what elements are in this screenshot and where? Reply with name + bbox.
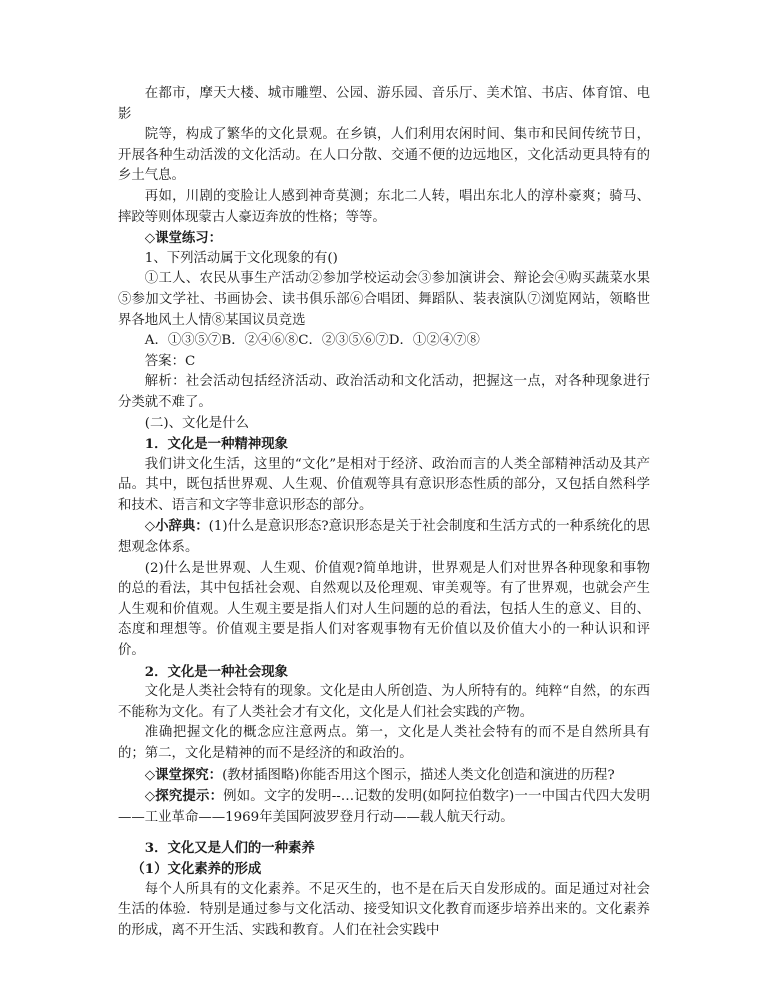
paragraph-city-landscape: 在都市，摩天大楼、城市雕塑、公园、游乐园、音乐厅、美术馆、书店、体育馆、电影 [118, 86, 650, 122]
subheading-spiritual-phenomenon: 1．文化是一种精神现象 [144, 436, 289, 453]
exercise-choices: A．①③⑤⑦B．②④⑥⑧C．②③⑤⑥⑦D．①②④⑦⑧ [144, 333, 480, 349]
section-heading-what-is-culture: (二)、文化是什么 [144, 415, 249, 431]
subheading-literacy-formation: （1）文化素养的形成 [131, 860, 262, 877]
exercise-question: 1、下列活动属于文化现象的有() [144, 250, 338, 266]
heading-class-exercise: ◇课堂练习： [144, 230, 223, 247]
inquiry-text: (教材插图略)你能否用这个图示，描述人类文化创造和演进的历程? [222, 767, 615, 783]
dictionary-text: (1)什么是意识形态?意识形态是关于社会制度和生活方式的一种系统化的思想观念体系。 [118, 519, 650, 556]
exercise-options: ①工人、农民从事生产活动②参加学校运动会③参加演讲会、辩论会④购买蔬菜水果⑤参加文学社、书画协会、读书俱乐部⑥合唱团、舞蹈队、装表演队⑦浏览网站，领略世界各地风土人情⑧某国议员竞选 [118, 271, 650, 328]
paragraph-literacy-formation: 每个人所具有的文化素养。不足灭生的，也不是在后天自发形成的。面足通过对社会生活的体验．特别是通过参与文化活动、接受知识文化教育而逐步培养出来的。文化素养的形成，离不开生活、实践和教育。人们在社会实践中 [118, 881, 650, 938]
paragraph-inquiry-hint [118, 786, 650, 828]
inquiry-label: ◇课堂探究： [144, 766, 223, 783]
exercise-answer: 答案：C [144, 353, 196, 369]
paragraph-concept-points: 准确把握文化的概念应注意两点。第一，文化是人类社会特有的而不是自然所具有的；第二，文化是精神的而不是经济的和政治的。 [118, 725, 650, 761]
paragraph-class-inquiry [118, 765, 650, 787]
dictionary-label: ◇小辞典： [144, 518, 209, 535]
hint-label: ◇探究提示： [144, 788, 224, 805]
paragraph-town-activities: 院等，构成了繁华的文化景观。在乡镇，人们利用农闲时间、集市和民间传统节日，开展各种生动活泼的文化活动。在人口分散、交通不便的边远地区，文化活动更具特有的乡土气息。 [118, 127, 650, 184]
spacer [118, 828, 650, 838]
paragraph-human-society: 文化是人类社会特有的现象。文化是由人所创造、为人所特有的。纯粹“自然，的东西不能称为文化。有了人类社会才有文化，文化是人们社会实践的产物。 [118, 684, 650, 720]
document-page [118, 84, 650, 941]
exercise-analysis: 解析：社会活动包括经济活动、政治活动和文化活动，把握这一点，对各种现象进行分类就不难了。 [118, 374, 650, 410]
subheading-social-phenomenon: 2．文化是一种社会现象 [144, 663, 289, 680]
hint-text: 例如。文字的发明--…记数的发明(如阿拉伯数字)一一中国古代四大发明——工业革命——1969年美国阿波罗登月行动——载人航天行动。 [118, 789, 650, 825]
paragraph-worldview: (2)什么是世界观、人生观、价值观?简单地讲，世界观是人们对世界各种现象和事物的总的看法，其中包括社会观、自然观以及伦理观、审美观等。有了世界观，也就会产生人生观和价值观。人生观主要是指人们对人生问题的总的看法，包括人生的意义、目的、态度和理想等。价值观主要是指人们对客观事物有无价值以及价值大小的一种认识和评价。 [118, 560, 650, 659]
paragraph-dictionary [118, 516, 650, 558]
paragraph-culture-definition: 我们讲文化生活，这里的“文化”是相对于经济、政治而言的人类全部精神活动及其产品。其中，既包括世界观、人生观、价值观等具有意识形态性质的部分，又包括自然科学和技术、语言和文字等非意识形态的部分。 [118, 456, 650, 513]
paragraph-regional-culture: 再如，川剧的变脸让人感到神奇莫测；东北二人转，唱出东北人的淳朴豪爽；骑马、摔跤等则体现蒙古人豪迈奔放的性格；等等。 [118, 188, 650, 225]
subheading-cultural-literacy: 3．文化又是人们的一种素养 [144, 840, 315, 857]
